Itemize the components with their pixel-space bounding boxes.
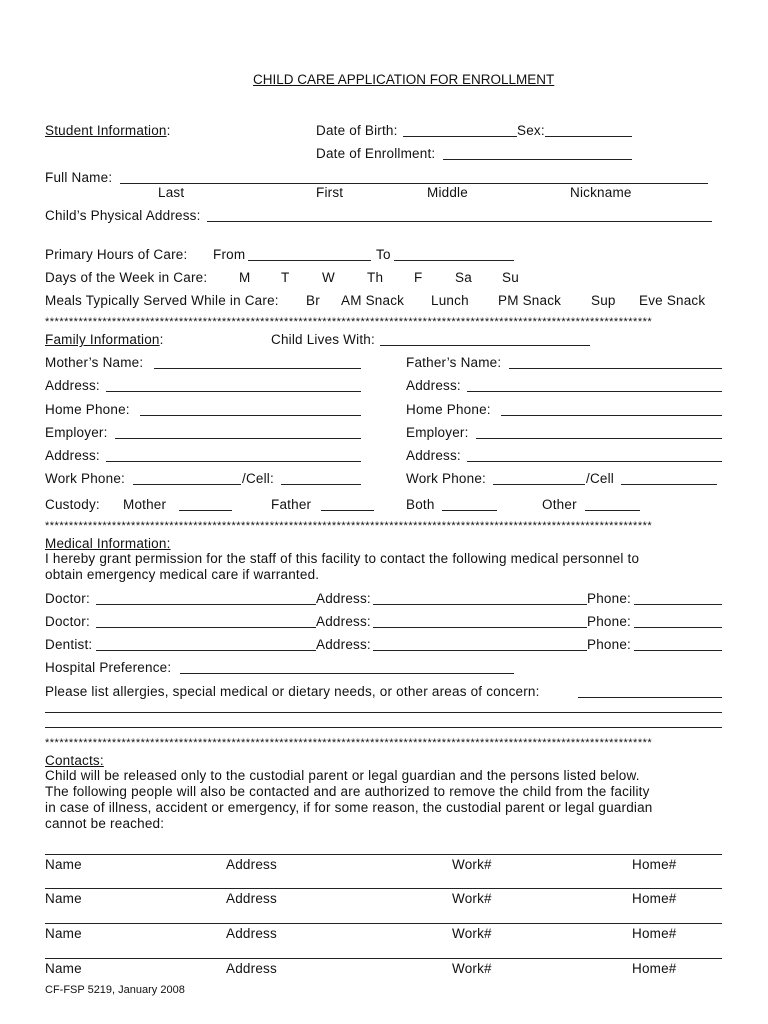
mother-home-phone-label: Home Phone:: [45, 402, 130, 417]
dob-label: Date of Birth:: [316, 123, 398, 138]
contact-row-2-home: Home#: [632, 891, 677, 906]
father-home-phone-label: Home Phone:: [406, 402, 491, 417]
doctor-2-address-label: Address:: [316, 614, 371, 629]
father-cell-label: /Cell: [586, 471, 615, 486]
custody-other-label: Other: [542, 497, 577, 512]
hours-label: Primary Hours of Care:: [45, 247, 188, 262]
father-name-label: Father’s Name:: [406, 355, 502, 370]
contacts-text-line3: in case of illness, accident or emergency, if for some reason, the custodial parent or legal guardian: [45, 800, 653, 815]
sex-field[interactable]: [545, 136, 632, 137]
mother-employer-address-label: Address:: [45, 448, 100, 463]
day-sat[interactable]: Sa: [455, 270, 472, 285]
day-tue[interactable]: T: [281, 270, 290, 285]
medical-permission-line2: obtain emergency medical care if warranted.: [45, 567, 320, 582]
meal-pm-snack[interactable]: PM Snack: [498, 293, 562, 308]
father-employer-address-field[interactable]: [467, 461, 722, 462]
doctor-2-phone-field[interactable]: [634, 627, 722, 628]
meals-label: Meals Typically Served While in Care:: [45, 293, 279, 308]
contact-row-2-address: Address: [226, 891, 277, 906]
custody-mother-label: Mother: [123, 497, 167, 512]
contact-row-4-line[interactable]: [45, 958, 722, 959]
doctor-1-field[interactable]: [96, 604, 316, 605]
mother-address-label: Address:: [45, 378, 100, 393]
custody-mother-field[interactable]: [179, 510, 232, 511]
page-title: CHILD CARE APPLICATION FOR ENROLLMENT: [253, 72, 555, 87]
separator-3: *******************************************************************************************************************************: [45, 737, 653, 749]
contact-row-2-name: Name: [45, 891, 82, 906]
dentist-address-label: Address:: [316, 637, 371, 652]
hospital-preference-label: Hospital Preference:: [45, 660, 172, 675]
mother-work-phone-field[interactable]: [133, 484, 241, 485]
custody-other-field[interactable]: [585, 510, 640, 511]
mother-employer-address-field[interactable]: [106, 461, 361, 462]
full-name-field[interactable]: [120, 183, 708, 184]
days-label: Days of the Week in Care:: [45, 270, 208, 285]
day-mon[interactable]: M: [239, 270, 251, 285]
medical-permission-line1: I hereby grant permission for the staff of this facility to contact the following medical personnel to: [45, 551, 640, 566]
dentist-address-field[interactable]: [373, 650, 587, 651]
doctor-1-address-field[interactable]: [373, 604, 587, 605]
contact-row-4-work: Work#: [452, 961, 492, 976]
dentist-field[interactable]: [96, 650, 316, 651]
contact-row-1-address: Address: [226, 857, 277, 872]
dentist-phone-field[interactable]: [634, 650, 722, 651]
father-cell-field[interactable]: [621, 484, 717, 485]
contact-row-3-address: Address: [226, 926, 277, 941]
custody-father-label: Father: [271, 497, 312, 512]
contacts-text-line4: cannot be reached:: [45, 816, 165, 831]
father-address-label: Address:: [406, 378, 461, 393]
lives-with-field[interactable]: [380, 345, 590, 346]
contacts-text-line2: The following people will also be contacted and are authorized to remove the child from the facility: [45, 784, 650, 799]
father-address-field[interactable]: [467, 391, 722, 392]
allergies-line-3[interactable]: [45, 727, 722, 728]
day-wed[interactable]: W: [322, 270, 335, 285]
dob-field[interactable]: [403, 136, 517, 137]
name-part-first: First: [316, 185, 344, 200]
doctor-1-label: Doctor:: [45, 591, 90, 606]
contacts-heading: Contacts:: [45, 753, 104, 768]
sex-label: Sex:: [517, 123, 545, 138]
doctor-2-address-field[interactable]: [373, 627, 587, 628]
father-employer-label: Employer:: [406, 425, 469, 440]
allergies-line-2[interactable]: [45, 712, 722, 713]
contact-row-3-home: Home#: [632, 926, 677, 941]
hospital-preference-field[interactable]: [180, 673, 514, 674]
medical-info-heading: Medical Information:: [45, 536, 171, 551]
meal-lunch[interactable]: Lunch: [431, 293, 469, 308]
custody-father-field[interactable]: [321, 510, 374, 511]
father-work-phone-label: Work Phone:: [406, 471, 486, 486]
name-part-nickname: Nickname: [570, 185, 632, 200]
physical-address-label: Child’s Physical Address:: [45, 208, 201, 223]
meal-am-snack[interactable]: AM Snack: [341, 293, 405, 308]
form-code-footer: CF-FSP 5219, January 2008: [45, 984, 185, 996]
father-work-phone-field[interactable]: [493, 484, 585, 485]
doctor-2-field[interactable]: [96, 627, 316, 628]
lives-with-label: Child Lives With:: [271, 332, 375, 347]
name-part-last: Last: [158, 185, 185, 200]
mother-employer-label: Employer:: [45, 425, 108, 440]
custody-both-label: Both: [406, 497, 435, 512]
contact-row-2-work: Work#: [452, 891, 492, 906]
doctor-2-phone-label: Phone:: [587, 614, 631, 629]
doctor-2-label: Doctor:: [45, 614, 90, 629]
contact-row-1-home: Home#: [632, 857, 677, 872]
custody-both-field[interactable]: [442, 510, 497, 511]
mother-name-field[interactable]: [154, 368, 361, 369]
day-fri[interactable]: F: [414, 270, 423, 285]
name-part-middle: Middle: [427, 185, 468, 200]
separator-1: *******************************************************************************************************************************: [45, 316, 653, 328]
contact-row-1-name: Name: [45, 857, 82, 872]
doctor-1-phone-label: Phone:: [587, 591, 631, 606]
custody-label: Custody:: [45, 497, 100, 512]
contact-row-3-line[interactable]: [45, 923, 722, 924]
mother-name-label: Mother’s Name:: [45, 355, 144, 370]
contact-row-4-address: Address: [226, 961, 277, 976]
student-info-heading: Student Information:: [45, 123, 171, 138]
day-thu[interactable]: Th: [367, 270, 384, 285]
full-name-label: Full Name:: [45, 170, 113, 185]
father-home-phone-field[interactable]: [501, 415, 722, 416]
contact-row-2-line[interactable]: [45, 888, 722, 889]
contact-row-3-name: Name: [45, 926, 82, 941]
doctor-1-address-label: Address:: [316, 591, 371, 606]
separator-2: *******************************************************************************************************************************: [45, 520, 653, 532]
family-info-heading: Family Information:: [45, 332, 164, 347]
enrollment-date-field[interactable]: [443, 159, 632, 160]
contact-row-4-home: Home#: [632, 961, 677, 976]
day-sun[interactable]: Su: [502, 270, 519, 285]
hours-from-field[interactable]: [248, 260, 371, 261]
physical-address-field[interactable]: [207, 221, 712, 222]
mother-cell-label: /Cell:: [242, 471, 274, 486]
father-employer-field[interactable]: [476, 438, 722, 439]
mother-home-phone-field[interactable]: [140, 415, 361, 416]
hours-to-field[interactable]: [394, 260, 514, 261]
mother-address-field[interactable]: [106, 391, 361, 392]
meal-supper[interactable]: Sup: [591, 293, 616, 308]
meal-breakfast[interactable]: Br: [306, 293, 320, 308]
allergies-field[interactable]: [578, 697, 722, 698]
father-name-field[interactable]: [509, 368, 722, 369]
enrollment-date-label: Date of Enrollment:: [316, 146, 436, 161]
hours-from-label: From: [213, 247, 246, 262]
doctor-1-phone-field[interactable]: [634, 604, 722, 605]
dentist-phone-label: Phone:: [587, 637, 631, 652]
dentist-label: Dentist:: [45, 637, 93, 652]
mother-cell-field[interactable]: [281, 484, 361, 485]
contact-row-1-line[interactable]: [45, 854, 722, 855]
contact-row-3-work: Work#: [452, 926, 492, 941]
allergies-label: Please list allergies, special medical or dietary needs, or other areas of concern:: [45, 684, 540, 699]
hours-to-label: To: [376, 247, 391, 262]
father-employer-address-label: Address:: [406, 448, 461, 463]
contacts-text-line1: Child will be released only to the custodial parent or legal guardian and the persons listed below.: [45, 768, 640, 783]
contact-row-1-work: Work#: [452, 857, 492, 872]
meal-eve-snack[interactable]: Eve Snack: [639, 293, 706, 308]
mother-employer-field[interactable]: [115, 438, 361, 439]
mother-work-phone-label: Work Phone:: [45, 471, 125, 486]
contact-row-4-name: Name: [45, 961, 82, 976]
